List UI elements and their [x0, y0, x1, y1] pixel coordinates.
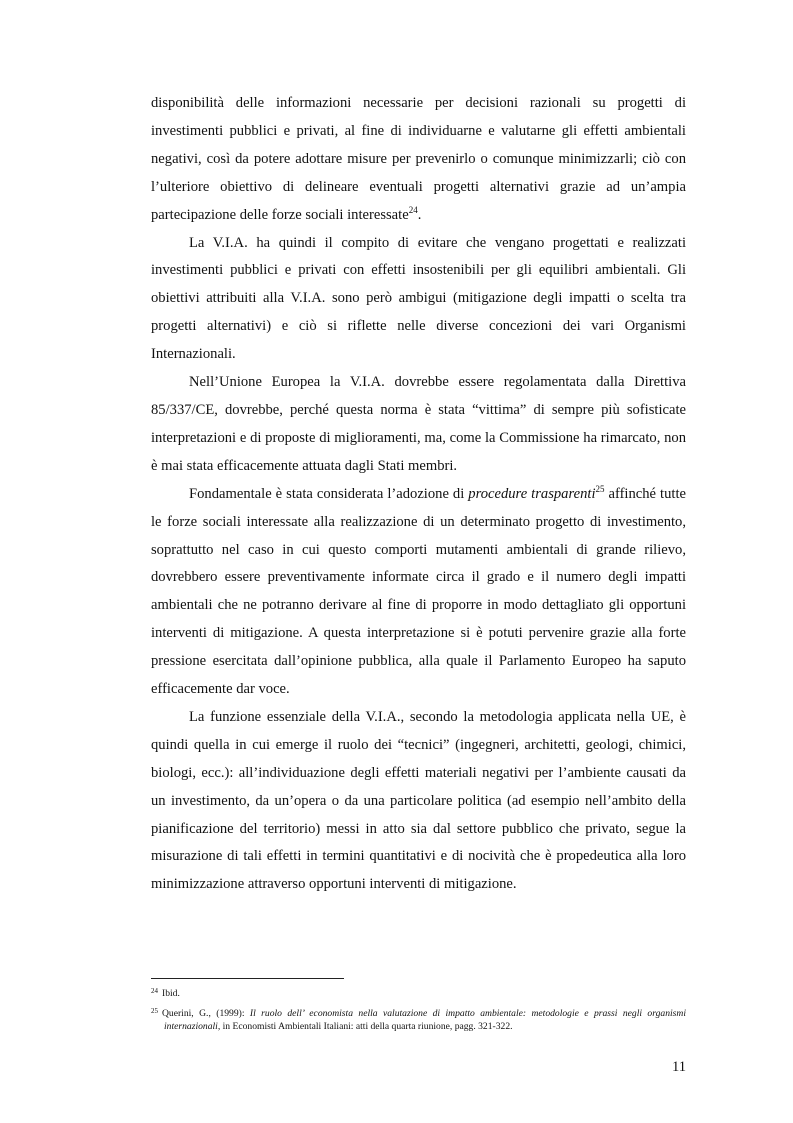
body-text — [151, 90, 686, 899]
paragraph-1-end: . — [417, 206, 422, 223]
footnote-ref-24: 24 — [408, 204, 418, 215]
footnote-author: Querini, G., (1999): — [162, 1007, 250, 1019]
footnote-25 — [151, 1007, 686, 1034]
footnote-ref-25: 25 — [595, 483, 605, 494]
footnote-title: Il ruolo dell’ economista nella valutazione di impatto ambientale: metodologie e prassi negli organismi internazionali, — [164, 1007, 686, 1032]
footnote-source: in Economisti Ambientali Italiani: atti della quarta riunione, pagg. 321-322. — [220, 1021, 513, 1032]
footnote-separator — [151, 978, 344, 979]
paragraph-1 — [151, 90, 686, 230]
paragraph-4 — [151, 481, 686, 704]
page-number: 11 — [671, 1059, 686, 1075]
footnote-number: 25 — [151, 1006, 158, 1015]
paragraph-1-text: disponibilità delle informazioni necessarie per decisioni razionali su progetti di investimenti pubblici e privati, al fine di individuarne e valutarne gli effetti ambientali negativi, così da potere adottare misure per prevenirlo o comunque minimizzarli; ciò con l’ulteriore obiettivo di delineare eventuali progetti alternativi grazie ad un’ampia partecipazione delle forze sociali interessate — [151, 95, 686, 223]
footnotes — [151, 987, 686, 1040]
paragraph-3: Nell’Unione Europea la V.I.A. dovrebbe essere regolamentata dalla Direttiva 85/337/CE, dovrebbe, perché questa norma è stata “vittima” di sempre più sofisticate interpretazioni e di proposte di miglioramenti, ma, come la Commissione ha rimarcato, non è mai stata efficacemente attuata dagli Stati membri. — [151, 374, 686, 474]
footnote-24 — [151, 987, 686, 1001]
paragraph-4-lead: Fondamentale è stata considerata l’adozione di — [189, 485, 469, 502]
paragraph-5: La funzione essenziale della V.I.A., secondo la metodologia applicata nella UE, è quindi quella in cui emerge il ruolo dei “tecnici” (ingegneri, architetti, geologi, chimici, biologi, ecc.): all’individuazione degli effetti materiali negativi per l’ambiente causati da un investimento, da un’opera o da una particolare politica (ad esempio nell’ambito della pianificazione del territorio) messi in atto sia dal settore pubblico che privato, segue la misurazione di tali effetti in termini quantitativi e di nocività che è propedeutica alla loro minimizzazione attraverso opportuni interventi di mitigazione. — [151, 708, 686, 893]
paragraph-2: La V.I.A. ha quindi il compito di evitare che vengano progettati e realizzati investimenti pubblici e privati con effetti insostenibili per gli equilibri ambientali. Gli obiettivi attribuiti alla V.I.A. sono però ambigui (mitigazione degli impatti o scelta tra progetti alternativi) e ciò si riflette nelle diverse concezioni dei vari Organismi Internazionali. — [151, 234, 686, 363]
paragraph-4-text: affinché tutte le forze sociali interessate alla realizzazione di un determinato progetto di investimento, soprattutto nel caso in cui questo comporti mutamenti ambientali di grande rilievo, dovrebbero essere preventivamente informate circa il grado e il numero degli impatti ambientali che ne potranno derivare al fine di proporre in modo dettagliato gli opportuni interventi di mitigazione. A questa interpretazione si è potuti pervenire grazie alla forte pressione esercitata dall’opinione pubblica, alla quale il Parlamento Europeo ha saputo efficacemente dar voce. — [151, 485, 686, 698]
footnote-text: Ibid. — [162, 988, 180, 999]
emphasis-procedure-trasparenti: procedure trasparenti — [468, 485, 596, 502]
footnote-number: 24 — [151, 987, 158, 995]
